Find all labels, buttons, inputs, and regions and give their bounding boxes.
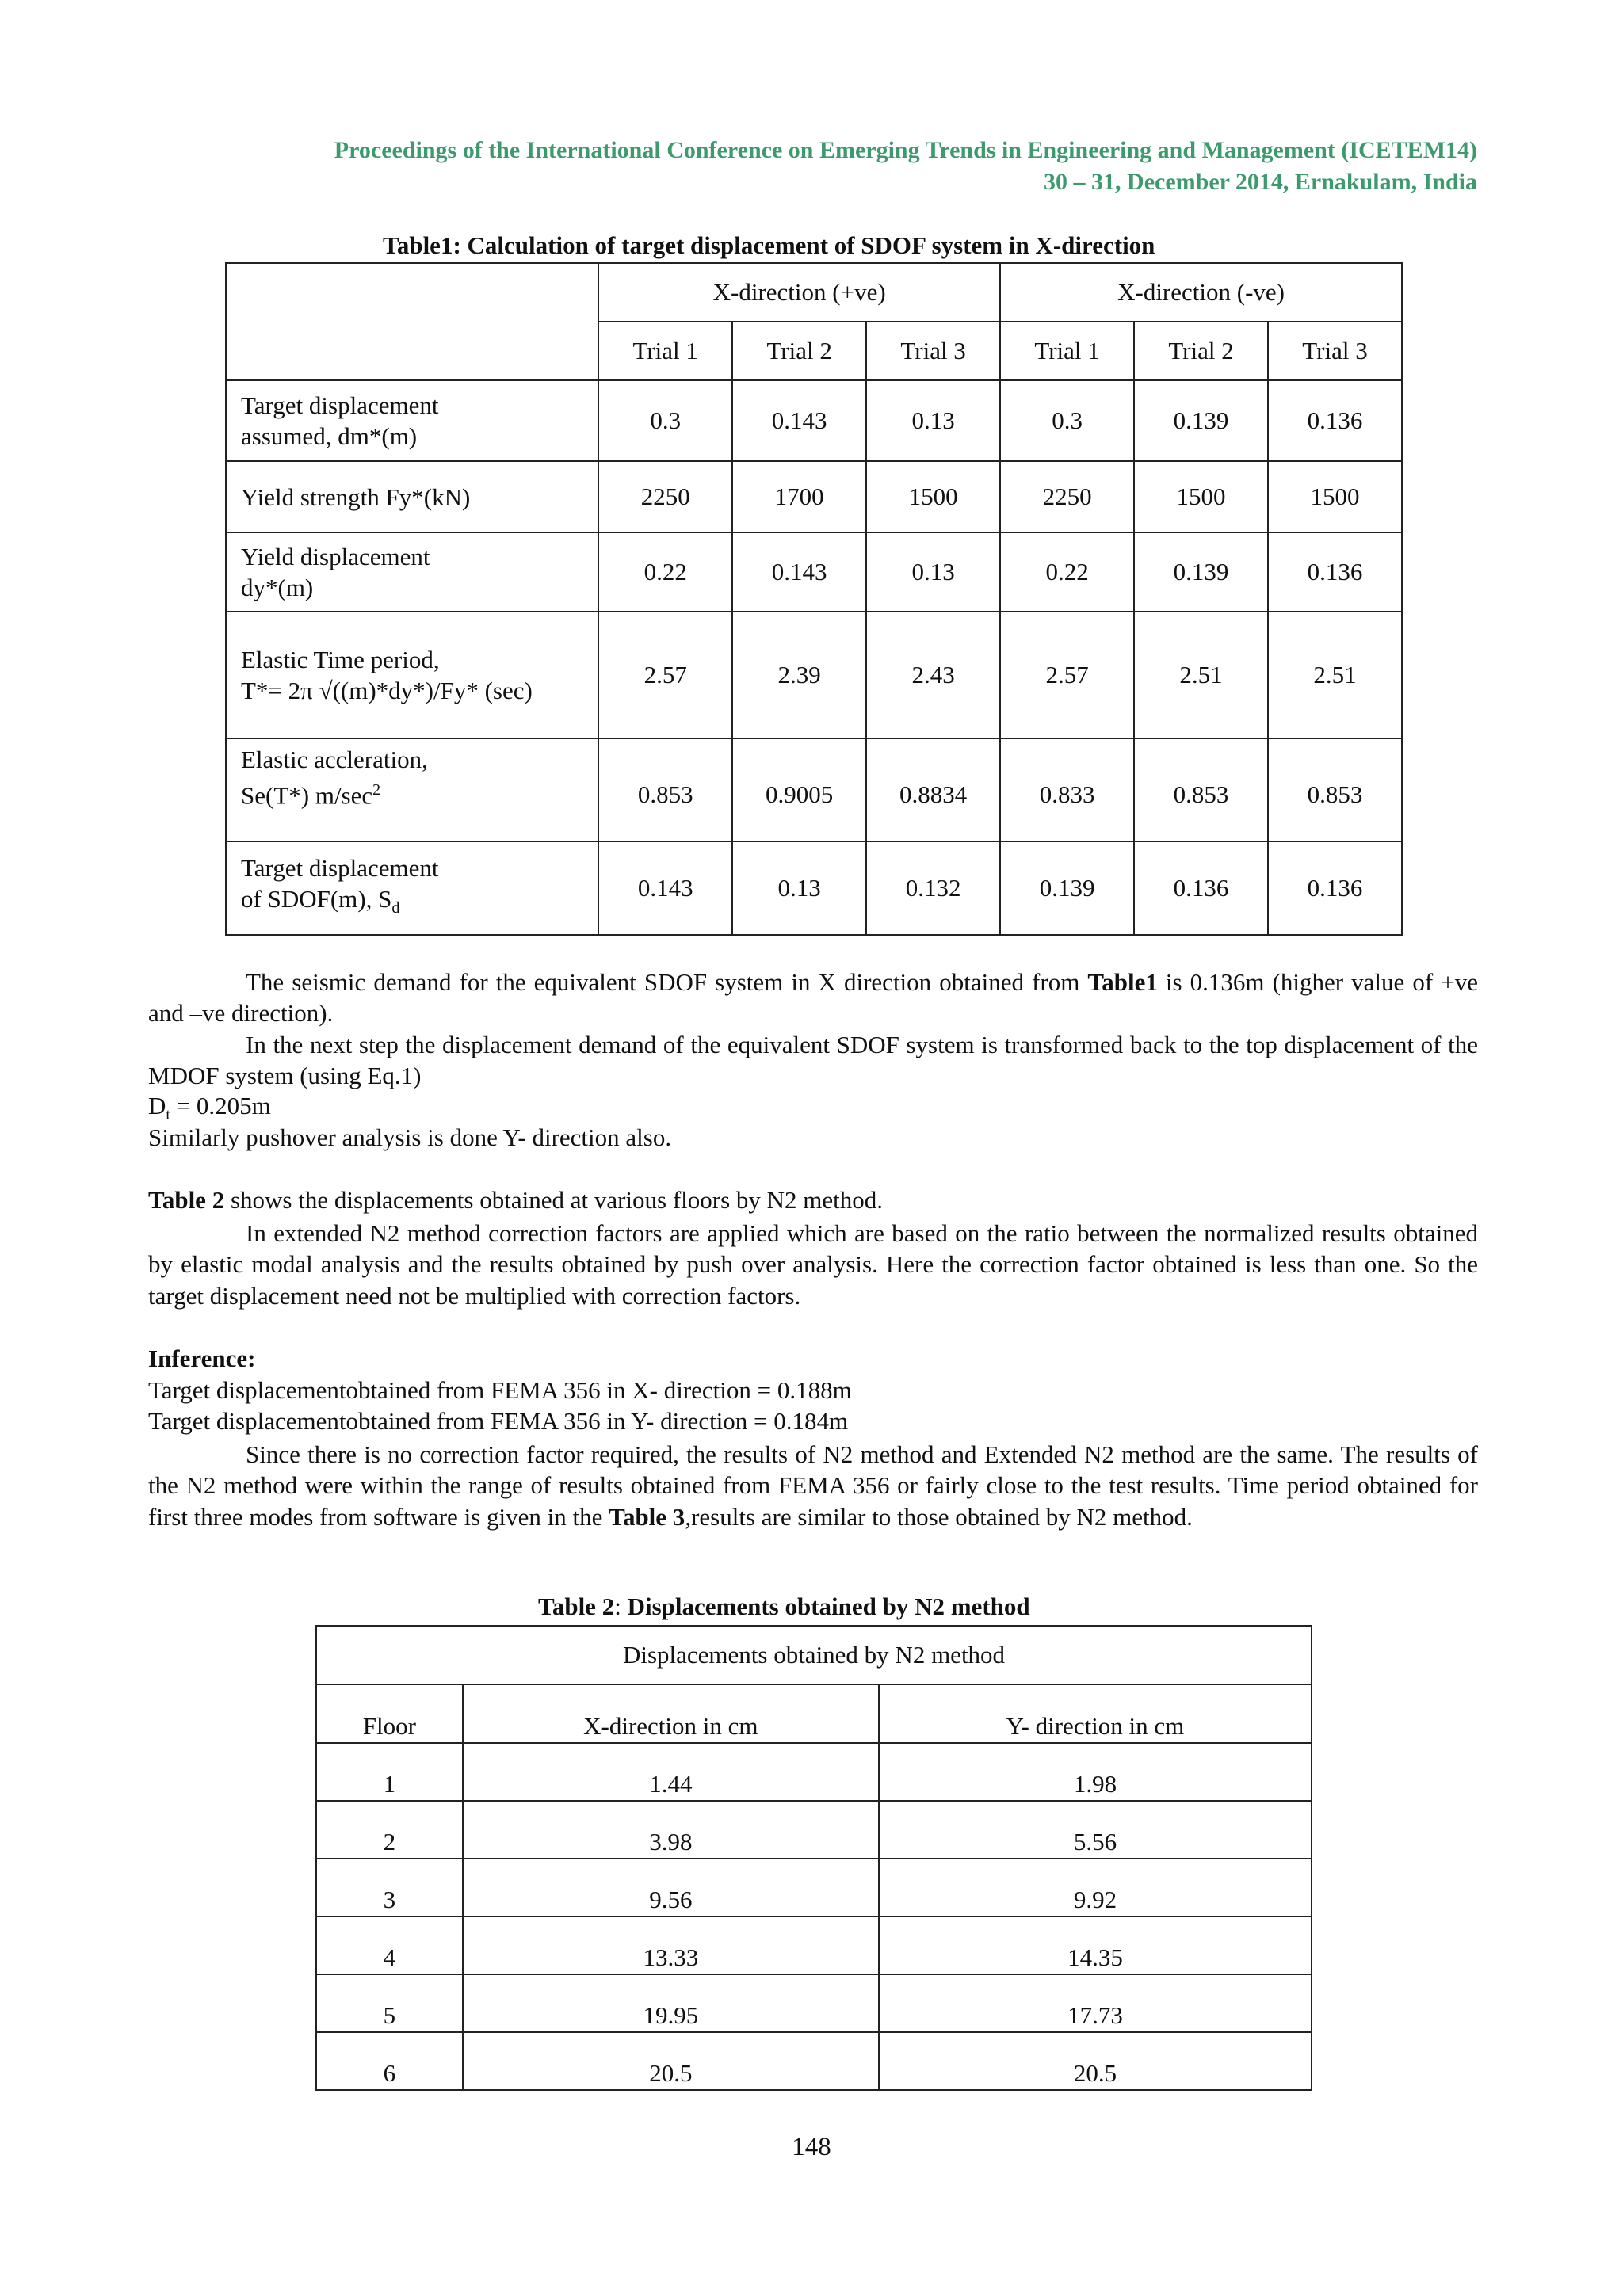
cell: 0.3 (1000, 380, 1134, 461)
paragraph-conclusion: Since there is no correction factor required, the results of N2 method and Extended N2 method are the same. The results of the N2 method were within the range of results obtained from FEMA 356 or fairly close to the test results. Time period obtained for first three modes from software is given in the Table 3,results are similar to those obtained by N2 method. (148, 1440, 1478, 1531)
table2-span-header: Displacements obtained by N2 method (316, 1626, 1312, 1684)
table1 (225, 262, 1403, 936)
cell: 1.98 (879, 1743, 1312, 1801)
table-row (226, 532, 1402, 612)
paragraph-extended-n2: In extended N2 method correction factors are applied which are based on the ratio between the normalized results obtained by elastic modal analysis and the results obtained by push over analysis. Here the correction factor obtained is less than one. So the target displacement need not be multiplied with correction factors. (148, 1219, 1478, 1310)
row-label: Yield displacement dy*(m) (226, 532, 598, 612)
table1-trial-header: Trial 3 (1268, 322, 1402, 380)
cell: 2.51 (1134, 612, 1268, 738)
cell: 20.5 (879, 2032, 1312, 2090)
table-row (316, 1917, 1312, 1974)
table1-trial-header: Trial 2 (1134, 322, 1268, 380)
row-label: Target displacement assumed, dm*(m) (226, 380, 598, 461)
cell: 0.13 (866, 532, 1000, 612)
cell: 13.33 (463, 1917, 879, 1974)
cell: 0.853 (1134, 738, 1268, 841)
cell: 6 (316, 2032, 463, 2090)
table-row (316, 2032, 1312, 2090)
cell: 4 (316, 1917, 463, 1974)
cell: 2 (316, 1801, 463, 1859)
paragraph-transform: In the next step the displacement demand of the equivalent SDOF system is transformed back to the top displacement of the MDOF system (using Eq.1) (148, 1031, 1478, 1090)
inference-heading: Inference: (148, 1344, 256, 1372)
row-label: Elastic accleration, Se(T*) $m/\sec^2$ (226, 738, 598, 841)
table1-trial-header: Trial 1 (598, 322, 732, 380)
table-row (316, 1801, 1312, 1859)
cell: 20.5 (463, 2032, 879, 2090)
cell: 0.136 (1134, 841, 1268, 935)
cell: 5 (316, 1974, 463, 2032)
cell: 0.139 (1134, 532, 1268, 612)
table-row (226, 841, 1402, 935)
cell: 2.51 (1268, 612, 1402, 738)
table1-group-negative: X-direction (-ve) (1000, 263, 1402, 322)
cell: 2250 (598, 461, 732, 532)
paragraph-table2-ref: Table 2 shows the displacements obtained at various floors by N2 method. (148, 1186, 884, 1214)
cell: 0.136 (1268, 532, 1402, 612)
cell: 1500 (1134, 461, 1268, 532)
cell: 0.853 (1268, 738, 1402, 841)
cell: 2.43 (866, 612, 1000, 738)
table2-col-y: Y- direction in cm (879, 1684, 1312, 1743)
cell: 5.56 (879, 1801, 1312, 1859)
cell: 2250 (1000, 461, 1134, 532)
table-row (226, 612, 1402, 738)
running-header-title: Proceedings of the International Conference on Emerging Trends in Engineering and Management (ICETEM14) (334, 137, 1477, 163)
cell: 2.39 (732, 612, 866, 738)
table1-trial-header: Trial 1 (1000, 322, 1134, 380)
cell: 19.95 (463, 1974, 879, 2032)
table-row (226, 461, 1402, 532)
table-row (316, 1859, 1312, 1917)
cell: 1500 (866, 461, 1000, 532)
inference-y: Target displacementobtained from FEMA 356 in Y- direction = 0.184m (148, 1407, 849, 1435)
cell: 3 (316, 1859, 463, 1917)
cell: 0.139 (1134, 380, 1268, 461)
page-number: 148 (792, 2133, 831, 2161)
cell: 2.57 (1000, 612, 1134, 738)
table1-group-positive: X-direction (+ve) (598, 263, 1000, 322)
cell: 0.8834 (866, 738, 1000, 841)
table-row (316, 1974, 1312, 2032)
cell: 0.136 (1268, 841, 1402, 935)
cell: 9.56 (463, 1859, 879, 1917)
equation-dt: $D_t = 0.205m$ (148, 1092, 271, 1124)
cell: 1.44 (463, 1743, 879, 1801)
row-label: Yield strength Fy*(kN) (226, 461, 598, 532)
cell: 0.132 (866, 841, 1000, 935)
cell: 0.143 (732, 532, 866, 612)
cell: 1500 (1268, 461, 1402, 532)
table2-col-floor: Floor (316, 1684, 463, 1743)
row-label: Target displacement of SDOF(m), $S_d$ (226, 841, 598, 935)
cell: 3.98 (463, 1801, 879, 1859)
table-row (226, 738, 1402, 841)
cell: 0.139 (1000, 841, 1134, 935)
cell: 0.22 (1000, 532, 1134, 612)
cell: 1700 (732, 461, 866, 532)
paragraph-seismic-demand: The seismic demand for the equivalent SDOF system in X direction obtained from Table1 is 0.136m (higher value of +ve and –ve direction). (148, 968, 1479, 1028)
cell: 0.136 (1268, 380, 1402, 461)
table1-trial-header: Trial 2 (732, 322, 866, 380)
cell: 9.92 (879, 1859, 1312, 1917)
cell: 0.13 (866, 380, 1000, 461)
table2 (315, 1625, 1312, 2091)
table-row (226, 380, 1402, 461)
cell: 0.9005 (732, 738, 866, 841)
cell: 0.22 (598, 532, 732, 612)
cell: 0.853 (598, 738, 732, 841)
table1-caption: Table1: Calculation of target displacement of SDOF system in X-direction (383, 231, 1155, 259)
cell: 0.13 (732, 841, 866, 935)
cell: 0.143 (598, 841, 732, 935)
table1-trial-header: Trial 3 (866, 322, 1000, 380)
inference-x: Target displacementobtained from FEMA 356 in X- direction = 0.188m (148, 1376, 852, 1404)
running-header-date: 30 – 31, December 2014, Ernakulam, India (1044, 169, 1477, 195)
cell: 17.73 (879, 1974, 1312, 2032)
cell: 0.833 (1000, 738, 1134, 841)
table-row (316, 1743, 1312, 1801)
cell: 2.57 (598, 612, 732, 738)
cell: 0.3 (598, 380, 732, 461)
table1-corner-cell (226, 263, 598, 380)
cell: 1 (316, 1743, 463, 1801)
paragraph-pushover-y: Similarly pushover analysis is done Y- direction also. (148, 1123, 672, 1151)
cell: 14.35 (879, 1917, 1312, 1974)
row-label: Elastic Time period, T*= 2π √((m)*dy*)/Fy* (sec) (226, 612, 598, 738)
table2-caption: Table 2: Displacements obtained by N2 method (538, 1592, 1030, 1620)
cell: 0.143 (732, 380, 866, 461)
table2-col-x: X-direction in cm (463, 1684, 879, 1743)
